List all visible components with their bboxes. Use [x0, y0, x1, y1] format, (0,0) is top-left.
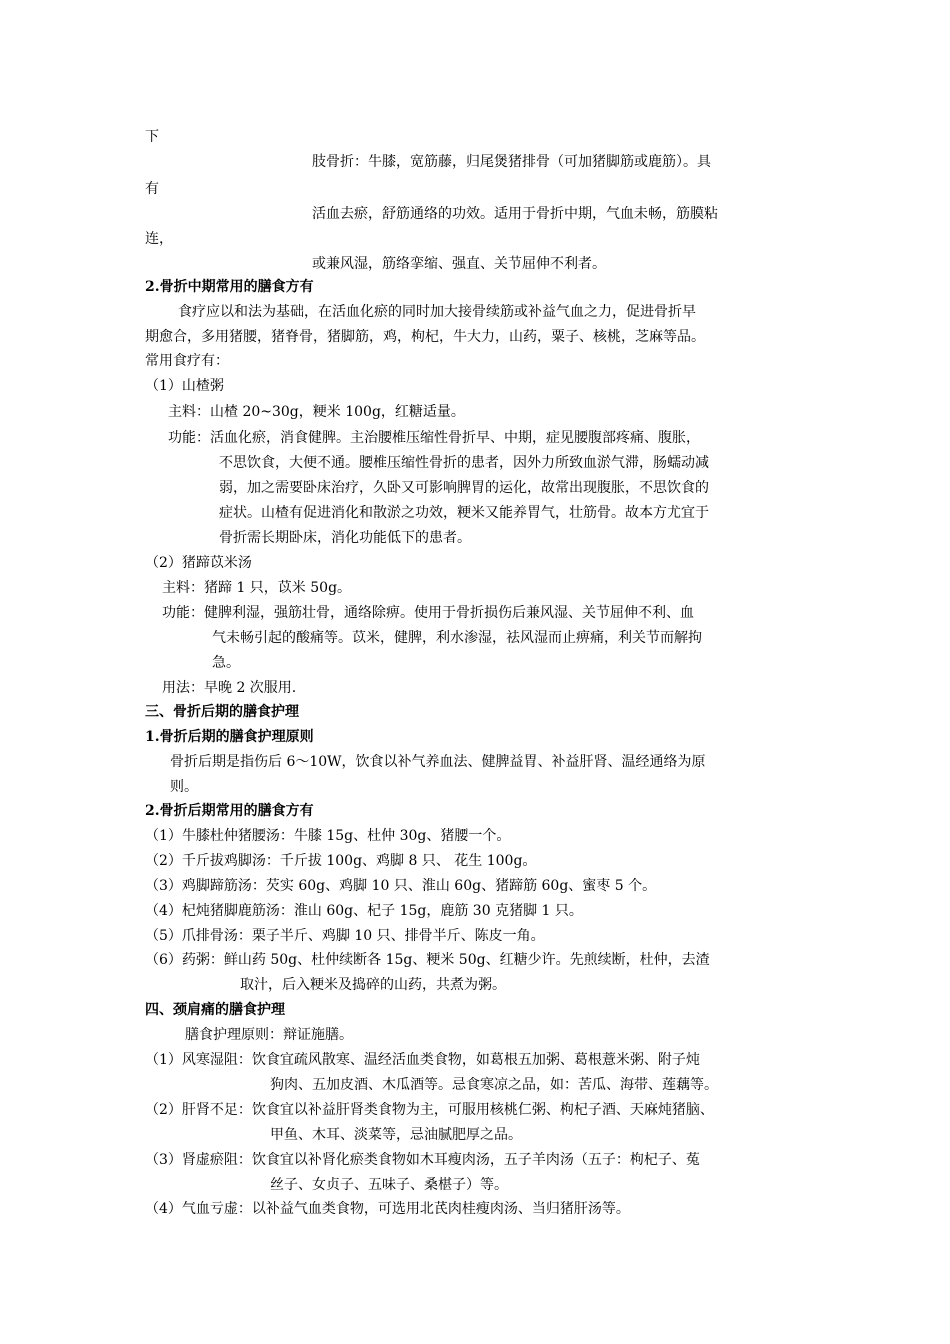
subsection-heading: 2.骨折后期常用的膳食方有: [145, 803, 314, 819]
recipe-function: 气未畅引起的酸痛等。苡米，健脾，利水渗湿，祛风湿而止痹痛，利关节而解拘: [212, 630, 702, 646]
recipe-title: （1）山楂粥: [145, 378, 224, 394]
paragraph-line: 食疗应以和法为基础，在活血化瘀的同时加大接骨续筋或补益气血之力，促进骨折早: [178, 304, 696, 320]
list-item: 狗肉、五加皮酒、木瓜酒等。忌食寒凉之品，如：苦瓜、海带、莲藕等。: [270, 1077, 718, 1093]
list-item: （3）肾虚瘀阻：饮食宜以补肾化瘀类食物如木耳瘦肉汤，五子羊肉汤（五子：枸杞子、菟: [145, 1152, 700, 1168]
recipe-function: 弱，加之需要卧床治疗，久卧又可影响脾胃的运化，故常出现腹胀，不思饮食的: [219, 480, 709, 496]
section-heading: 2.骨折中期常用的膳食方有: [145, 279, 314, 295]
paragraph-line: 骨折后期是指伤后 6～10W，饮食以补气养血法、健脾益胃、补益肝肾、温经通络为原: [170, 754, 706, 770]
paragraph-line: 期愈合，多用猪腰，猪脊骨，猪脚筋，鸡，枸杞，牛大力，山药，粟子、核桃，芝麻等品。: [145, 329, 705, 345]
recipe-ingredients: 主料：猪蹄 1 只，苡米 50g。: [162, 580, 352, 596]
list-item: （6）药粥：鲜山药 50g、杜仲续断各 15g、粳米 50g、红糖少许。先煎续断，杜仲，去渣: [145, 952, 710, 968]
text-line: 下: [145, 129, 159, 145]
list-item: （5）爪排骨汤：栗子半斤、鸡脚 10 只、排骨半斤、陈皮一角。: [145, 928, 545, 944]
recipe-function: 功能：活血化瘀，消食健脾。主治腰椎压缩性骨折早、中期，症见腰腹部疼痛、腹胀，: [168, 430, 700, 446]
recipe-usage: 用法：早晚 2 次服用.: [162, 680, 297, 696]
text-line: 或兼风湿，筋络挛缩、强直、关节屈伸不利者。: [312, 256, 606, 272]
recipe-function: 功能：健脾利湿，强筋壮骨，通络除痹。使用于骨折损伤后兼风湿、关节屈伸不利、血: [162, 605, 694, 621]
text-line: 活血去瘀，舒筋通络的功效。适用于骨折中期，气血未畅，筋膜粘: [312, 206, 718, 222]
recipe-function: 不思饮食，大便不通。腰椎压缩性骨折的患者，因外力所致血淤气滞，肠蠕动减: [219, 455, 709, 471]
recipe-function: 急。: [212, 655, 240, 671]
text-line: 有: [145, 181, 159, 197]
paragraph-line: 则。: [170, 779, 198, 795]
text-line: 连，: [145, 231, 173, 247]
text-line: 肢骨折：牛膝，宽筋藤，归尾煲猪排骨（可加猪脚筋或鹿筋）。具: [312, 154, 711, 170]
list-item: （4）气血亏虚：以补益气血类食物，可选用北芪肉桂瘦肉汤、当归猪肝汤等。: [145, 1201, 630, 1217]
recipe-title: （2）猪蹄苡米汤: [145, 555, 252, 571]
list-item: （2）千斤拔鸡脚汤：千斤拔 100g、鸡脚 8 只、 花生 100g。: [145, 853, 537, 869]
subsection-heading: 1.骨折后期的膳食护理原则: [145, 729, 314, 745]
recipe-function: 症状。山楂有促进消化和散淤之功效，粳米又能养胃气，壮筋骨。故本方尤宜于: [219, 505, 709, 521]
list-item: 丝子、女贞子、五味子、桑椹子）等。: [270, 1177, 508, 1193]
recipe-function: 骨折需长期卧床，消化功能低下的患者。: [219, 530, 471, 546]
list-item: （4）杞炖猪脚鹿筋汤：淮山 60g、杞子 15g，鹿筋 30 克猪脚 1 只。: [145, 903, 583, 919]
list-item: （2）肝肾不足：饮食宜以补益肝肾类食物为主，可服用核桃仁粥、枸杞子酒、天麻炖猪脑、: [145, 1102, 714, 1118]
recipe-ingredients: 主料：山楂 20~30g，粳米 100g，红糖适量。: [168, 404, 465, 420]
section-heading: 三、骨折后期的膳食护理: [145, 704, 299, 720]
list-item: （1）风寒湿阻：饮食宜疏风散寒、温经活血类食物，如葛根五加粥、葛根薏米粥、附子炖: [145, 1052, 700, 1068]
paragraph-line: 膳食护理原则：辩证施膳。: [185, 1027, 353, 1043]
list-item: （1）牛膝杜仲猪腰汤：牛膝 15g、杜仲 30g、猪腰一个。: [145, 828, 511, 844]
paragraph-line: 常用食疗有：: [145, 353, 229, 369]
section-heading: 四、颈肩痛的膳食护理: [145, 1002, 285, 1018]
list-item: （3）鸡脚蹄筋汤：芡实 60g、鸡脚 10 只、淮山 60g、猪蹄筋 60g、蜜枣 5 个。: [145, 878, 657, 894]
list-item: 取汁，后入粳米及捣碎的山药，共煮为粥。: [240, 977, 506, 993]
list-item: 甲鱼、木耳、淡菜等，忌油腻肥厚之品。: [270, 1127, 522, 1143]
